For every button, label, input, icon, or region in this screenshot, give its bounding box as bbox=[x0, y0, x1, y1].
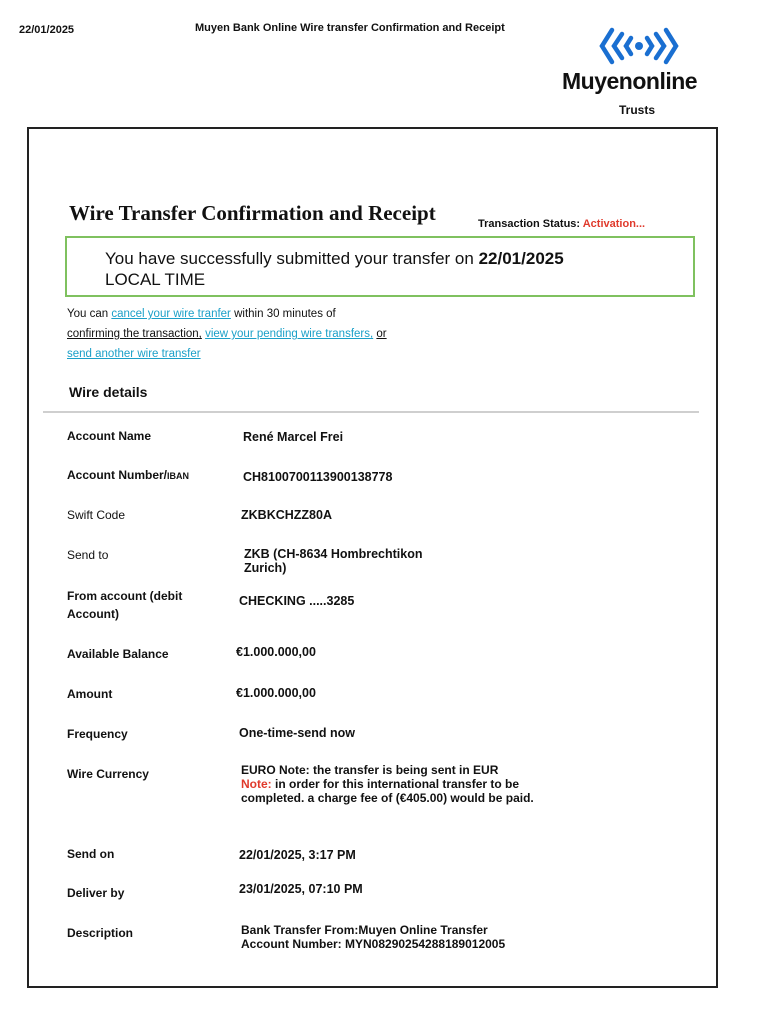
label-account-number-iban: IBAN bbox=[167, 471, 190, 481]
bank-logo bbox=[560, 24, 720, 124]
cancel-note bbox=[67, 304, 407, 364]
value-description-line1: Bank Transfer From:Muyen Online Transfer bbox=[241, 923, 488, 937]
header-title: Muyen Bank Online Wire transfer Confirmation and Receipt bbox=[195, 22, 505, 34]
label-from-account-line2: Account) bbox=[67, 607, 119, 621]
label-available-balance: Available Balance bbox=[67, 647, 169, 661]
label-account-name: Account Name bbox=[67, 429, 152, 443]
value-frequency: One-time-send now bbox=[239, 726, 355, 740]
view-pending-link[interactable]: view your pending wire transfers, bbox=[205, 328, 374, 340]
send-another-link[interactable]: send another wire transfer bbox=[67, 348, 201, 360]
label-account-number-text: Account Number/ bbox=[67, 468, 168, 482]
label-send-to: Send to bbox=[67, 548, 109, 562]
currency-note-text: in order for this international transfer to be bbox=[275, 777, 520, 791]
receipt-frame bbox=[27, 127, 718, 988]
value-account-number: CH8100700113900138778 bbox=[243, 470, 393, 484]
status-value: Activation... bbox=[582, 218, 646, 230]
label-description: Description bbox=[67, 926, 134, 940]
value-wire-currency-line1: EURO Note: the transfer is being sent in EUR bbox=[241, 763, 499, 777]
label-account-number bbox=[67, 466, 217, 485]
label-from-account-line1: From account (debit bbox=[67, 589, 183, 603]
success-suffix: LOCAL TIME bbox=[105, 270, 206, 289]
value-description-line2: Account Number: MYN08290254288189012005 bbox=[241, 937, 506, 951]
wifi-signal-logo-icon bbox=[598, 24, 680, 68]
value-send-to-line2: Zurich) bbox=[244, 561, 287, 575]
value-deliver-by: 23/01/2025, 07:10 PM bbox=[239, 882, 363, 896]
divider bbox=[43, 411, 699, 413]
note-mid: within 30 minutes of bbox=[234, 308, 336, 320]
logo-tagline: Trusts bbox=[619, 103, 656, 117]
success-message-box bbox=[65, 236, 695, 297]
receipt-title: Wire Transfer Confirmation and Receipt bbox=[69, 201, 436, 225]
currency-note-text2: completed. a charge fee of (€405.00) would be paid. bbox=[241, 791, 534, 805]
value-send-on: 22/01/2025, 3:17 PM bbox=[239, 848, 356, 862]
value-from-account: CHECKING .....3285 bbox=[239, 594, 355, 608]
cancel-wire-link[interactable]: cancel your wire tranfer bbox=[111, 308, 231, 320]
label-wire-currency: Wire Currency bbox=[67, 767, 149, 781]
header-date: 22/01/2025 bbox=[19, 24, 75, 36]
note-or: or bbox=[376, 328, 387, 340]
note-confirm: confirming the transaction, bbox=[67, 328, 202, 340]
success-text: You have successfully submitted your transfer on bbox=[105, 249, 474, 268]
value-amount: €1.000.000,00 bbox=[236, 686, 316, 700]
label-frequency: Frequency bbox=[67, 727, 128, 741]
label-send-on: Send on bbox=[67, 847, 115, 861]
value-send-to bbox=[244, 547, 423, 575]
transaction-status bbox=[478, 218, 645, 230]
label-from-account bbox=[67, 587, 217, 623]
label-deliver-by: Deliver by bbox=[67, 886, 125, 900]
label-swift-code: Swift Code bbox=[67, 508, 126, 522]
success-date: 22/01/2025 bbox=[478, 249, 564, 268]
value-account-name: René Marcel Frei bbox=[243, 430, 344, 444]
value-send-to-line1: ZKB (CH-8634 Hombrechtikon bbox=[244, 547, 423, 561]
label-amount: Amount bbox=[67, 687, 113, 701]
value-available-balance: €1.000.000,00 bbox=[236, 645, 316, 659]
logo-name: Muyenonline bbox=[562, 68, 698, 94]
value-description bbox=[241, 923, 505, 951]
currency-note-label: Note: bbox=[241, 777, 272, 791]
note-prefix: You can bbox=[67, 308, 109, 320]
success-message bbox=[105, 248, 665, 290]
value-wire-currency bbox=[241, 763, 534, 805]
wire-details-heading: Wire details bbox=[69, 384, 148, 400]
value-swift-code: ZKBKCHZZ80A bbox=[241, 508, 332, 522]
status-label: Transaction Status: bbox=[478, 218, 581, 230]
